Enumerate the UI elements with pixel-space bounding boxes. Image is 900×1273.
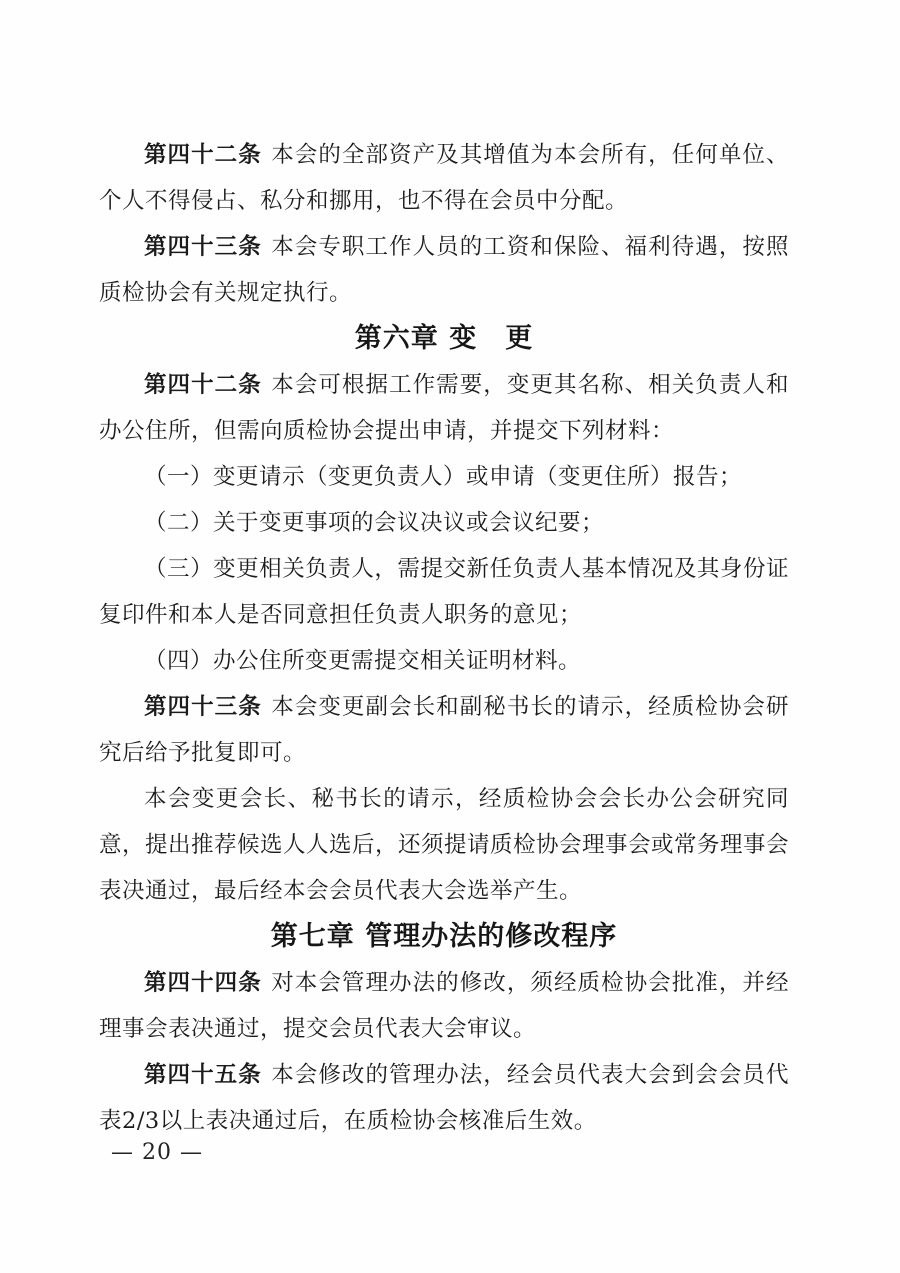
article-number: 第四十四条 (144, 970, 262, 996)
article-number: 第四十三条 (144, 234, 262, 260)
article-number: 第四十三条 (144, 694, 262, 720)
article-paragraph (99, 684, 789, 776)
body-paragraph: 本会变更会长、秘书长的请示，经质检协会会长办公会研究同意，提出推荐候选人人选后，还须提请质检协会理事会或常务理事会表决通过，最后经本会会员代表大会选举产生。 (99, 786, 790, 904)
list-item: （四）办公住所变更需提交相关证明材料。 (144, 648, 582, 674)
article-paragraph (99, 224, 789, 316)
article-text: 本会修改的管理办法，经会员代表大会到会会员代表2/3以上表决通过后，在质检协会核准后生效。 (99, 1062, 789, 1134)
article-paragraph (99, 362, 789, 454)
article-paragraph (99, 960, 789, 1052)
article-text: 对本会管理办法的修改，须经质检协会批准，并经理事会表决通过，提交会员代表大会审议。 (99, 970, 789, 1042)
article-number: 第四十二条 (144, 142, 262, 168)
article-paragraph (99, 132, 789, 224)
page-number: — 20 — (111, 1140, 203, 1165)
article-text: 本会的全部资产及其增值为本会所有，任何单位、个人不得侵占、私分和挪用，也不得在会员中分配。 (99, 142, 789, 214)
list-item: （一）变更请示（变更负责人）或申请（变更住所）报告； (144, 464, 743, 490)
chapter-heading: 第七章 管理办法的修改程序 (270, 921, 618, 952)
article-number: 第四十二条 (144, 372, 262, 398)
list-item: （二）关于变更事项的会议决议或会议纪要； (144, 510, 605, 536)
document-content (99, 132, 789, 1144)
article-text: 本会可根据工作需要，变更其名称、相关负责人和办公住所，但需向质检协会提出申请，并提交下列材料： (99, 372, 789, 444)
list-item: （三）变更相关负责人，需提交新任负责人基本情况及其身份证复印件和本人是否同意担任负责人职务的意见； (99, 556, 789, 628)
article-text: 本会变更副会长和副秘书长的请示，经质检协会研究后给予批复即可。 (99, 694, 789, 766)
article-text: 本会专职工作人员的工资和保险、福利待遇，按照质检协会有关规定执行。 (99, 234, 789, 306)
article-number: 第四十五条 (144, 1062, 262, 1088)
article-paragraph (99, 1052, 789, 1144)
chapter-heading: 第六章 变 更 (354, 323, 534, 354)
